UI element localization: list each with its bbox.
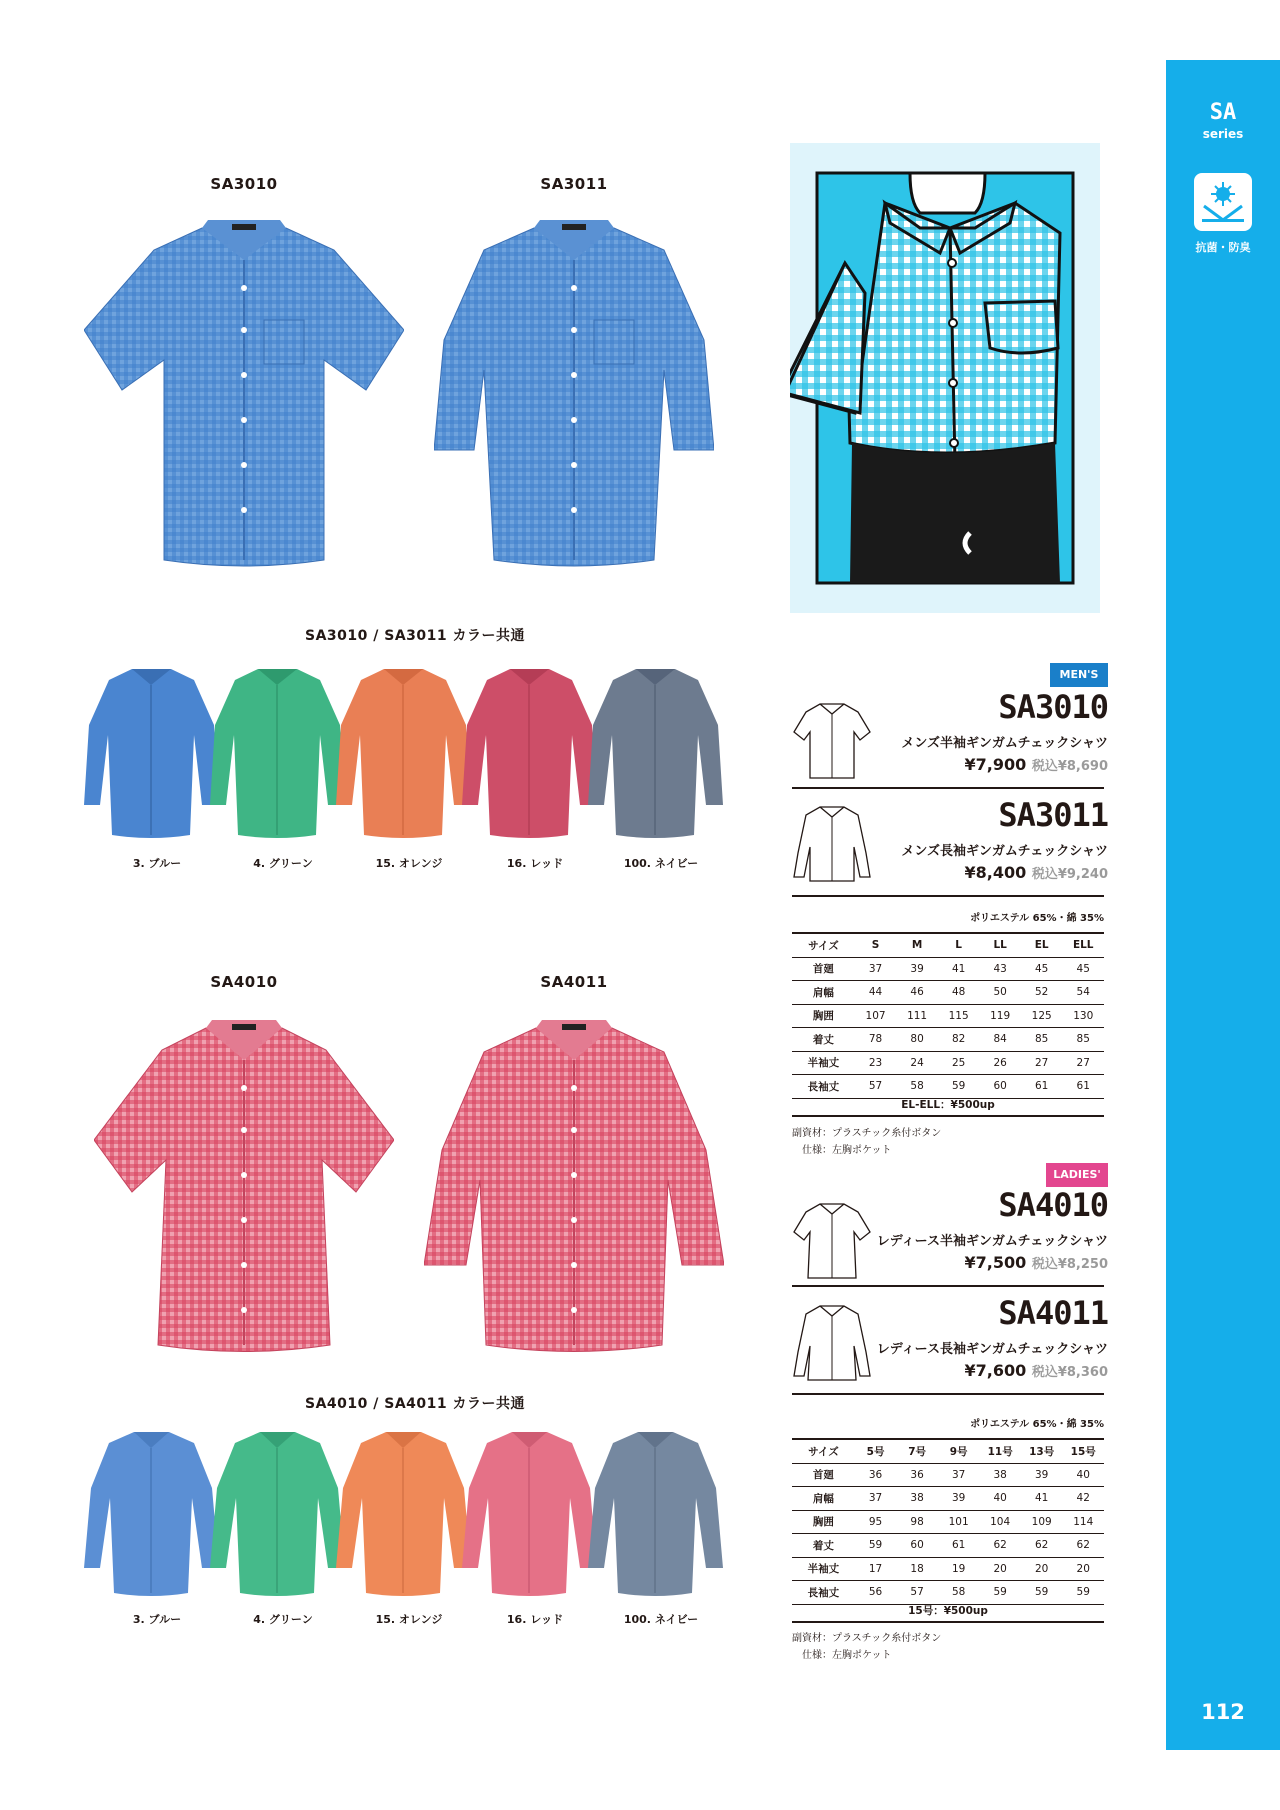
table-row <box>792 1004 1104 1028</box>
size-cell: 40 <box>979 1487 1021 1511</box>
size-cell: 肩幅 <box>792 981 855 1005</box>
divider <box>792 1393 1104 1395</box>
size-table-header <box>792 933 1104 957</box>
size-cell: 肩幅 <box>792 1487 855 1511</box>
photo-label-sa4010: SA4010 <box>210 973 278 991</box>
price-value: ¥7,900 <box>964 755 1027 774</box>
divider <box>792 895 1104 897</box>
table-row <box>792 1028 1104 1052</box>
size-cell: 42 <box>1062 1487 1104 1511</box>
mens-color-name: 4. グリーン <box>253 857 313 870</box>
size-cell: 20 <box>1062 1557 1104 1581</box>
size-cell: 62 <box>1021 1534 1063 1558</box>
size-cell: 43 <box>979 957 1021 981</box>
size-cell: 98 <box>896 1510 938 1534</box>
size-cell: 38 <box>979 1463 1021 1487</box>
size-cell: 54 <box>1062 981 1104 1005</box>
ladies-colors-title: SA4010 / SA4011 カラー共通 <box>305 1396 526 1412</box>
mens-color-variants <box>84 665 744 875</box>
size-cell: 60 <box>979 1075 1021 1099</box>
size-cell: 長袖丈 <box>792 1075 855 1099</box>
table-row <box>792 1487 1104 1511</box>
mens-swatch-blue <box>84 665 219 840</box>
size-header-cell: S <box>855 933 897 957</box>
size-cell: 60 <box>896 1534 938 1558</box>
divider <box>792 1285 1104 1287</box>
ladies-swatch-red <box>462 1428 597 1598</box>
size-cell: 111 <box>896 1004 938 1028</box>
size-header-cell: 13号 <box>1021 1439 1063 1463</box>
size-cell: 101 <box>938 1510 980 1534</box>
ladies-color-name: 15. オレンジ <box>375 1613 443 1626</box>
size-cell: 59 <box>1021 1581 1063 1605</box>
size-cell: 36 <box>855 1463 897 1487</box>
ladies-color-name: 16. レッド <box>506 1613 564 1626</box>
size-cell: 50 <box>979 981 1021 1005</box>
sa3011-photo <box>434 220 714 570</box>
price-tax-included: 税込¥9,240 <box>1031 867 1108 882</box>
size-header-cell: 15号 <box>1062 1439 1104 1463</box>
mens-color-name: 3. ブルー <box>132 857 182 870</box>
size-cell: 40 <box>1062 1463 1104 1487</box>
size-cell: 61 <box>938 1534 980 1558</box>
price-tax-included: 税込¥8,360 <box>1031 1365 1108 1380</box>
size-cell: 27 <box>1062 1051 1104 1075</box>
product-name-sa3010: メンズ半袖ギンガムチェックシャツ <box>901 736 1108 751</box>
size-cell: 23 <box>855 1051 897 1075</box>
product-name-sa3011: メンズ長袖ギンガムチェックシャツ <box>901 844 1108 859</box>
size-cell: 18 <box>896 1557 938 1581</box>
table-row <box>792 981 1104 1005</box>
table-row <box>792 1463 1104 1487</box>
size-cell: 19 <box>938 1557 980 1581</box>
size-cell: 着丈 <box>792 1534 855 1558</box>
price-value: ¥7,600 <box>964 1361 1027 1380</box>
size-cell: 17 <box>855 1557 897 1581</box>
function-label: 抗菌・防臭 <box>1195 241 1251 254</box>
mens-swatch-orange <box>336 665 471 840</box>
size-cell: 59 <box>1062 1581 1104 1605</box>
product-code-sa4010: SA4010 <box>998 1186 1108 1224</box>
sa4011-photo <box>424 1020 724 1355</box>
photo-label-sa3010: SA3010 <box>210 175 278 193</box>
size-cell: 58 <box>938 1581 980 1605</box>
ladies-color-name: 4. グリーン <box>253 1613 313 1626</box>
size-cell: 125 <box>1021 1004 1063 1028</box>
divider <box>792 787 1104 789</box>
size-cell: 41 <box>938 957 980 981</box>
size-header-cell: 9号 <box>938 1439 980 1463</box>
ladies-swatch-navy <box>588 1428 723 1598</box>
size-header-cell: ELL <box>1062 933 1104 957</box>
mens-swatch-navy <box>588 665 723 840</box>
size-cell: 59 <box>938 1075 980 1099</box>
ladies-material: ポリエステル 65%・綿 35% <box>970 1419 1104 1430</box>
size-header-cell: 7号 <box>896 1439 938 1463</box>
sa4010-photo <box>94 1020 394 1355</box>
spec-line: 仕様：左胸ポケット <box>802 1650 892 1661</box>
product-code-sa4011: SA4011 <box>998 1294 1108 1332</box>
sa3010-photo <box>84 220 404 570</box>
size-cell: 109 <box>1021 1510 1063 1534</box>
size-cell: 20 <box>979 1557 1021 1581</box>
table-row <box>792 1581 1104 1605</box>
product-name-sa4010: レディース半袖ギンガムチェックシャツ <box>876 1234 1108 1249</box>
product-code-sa3011: SA3011 <box>998 796 1108 834</box>
size-cell: 84 <box>979 1028 1021 1052</box>
size-cell: 58 <box>896 1075 938 1099</box>
photo-label-sa4011: SA4011 <box>540 973 608 991</box>
mens-size-note: EL-ELL：¥500up <box>901 1099 995 1111</box>
size-cell: 36 <box>896 1463 938 1487</box>
size-cell: 62 <box>1062 1534 1104 1558</box>
size-cell: 57 <box>855 1075 897 1099</box>
table-row <box>792 957 1104 981</box>
size-cell: 52 <box>1021 981 1063 1005</box>
size-cell: 82 <box>938 1028 980 1052</box>
size-cell: 20 <box>1021 1557 1063 1581</box>
series-subtitle: series <box>1202 127 1244 141</box>
shirt-illustration <box>790 143 1100 613</box>
spec-line: 副資材：プラスチック糸付ボタン <box>792 1128 942 1139</box>
size-cell: 首廻 <box>792 1463 855 1487</box>
size-cell: 45 <box>1062 957 1104 981</box>
size-cell: 85 <box>1021 1028 1063 1052</box>
size-cell: 26 <box>979 1051 1021 1075</box>
size-header-cell: L <box>938 933 980 957</box>
size-cell: 25 <box>938 1051 980 1075</box>
size-cell: 半袖丈 <box>792 1051 855 1075</box>
size-header-cell: 11号 <box>979 1439 1021 1463</box>
size-cell: 長袖丈 <box>792 1581 855 1605</box>
ladies-size-table <box>792 1438 1104 1605</box>
page-number: 112 <box>1201 1700 1245 1724</box>
mens-spec <box>792 1125 941 1159</box>
price-sa4010 <box>778 1253 1108 1272</box>
size-cell: 80 <box>896 1028 938 1052</box>
mens-swatch-red <box>462 665 597 840</box>
size-cell: 胸囲 <box>792 1510 855 1534</box>
size-cell: 45 <box>1021 957 1063 981</box>
product-name-sa4011: レディース長袖ギンガムチェックシャツ <box>876 1342 1108 1357</box>
mens-color-name: 15. オレンジ <box>375 857 443 870</box>
size-cell: 37 <box>855 1487 897 1511</box>
size-cell: 114 <box>1062 1510 1104 1534</box>
size-cell: 78 <box>855 1028 897 1052</box>
size-cell: 37 <box>938 1463 980 1487</box>
ladies-swatch-blue <box>84 1428 219 1598</box>
size-table-header <box>792 1439 1104 1463</box>
mens-swatch-green <box>210 665 345 840</box>
ladies-color-variants <box>84 1428 744 1633</box>
size-cell: 首廻 <box>792 957 855 981</box>
size-cell: 62 <box>979 1534 1021 1558</box>
price-sa3010 <box>778 755 1108 774</box>
size-cell: 着丈 <box>792 1028 855 1052</box>
size-cell: 39 <box>938 1487 980 1511</box>
price-tax-included: 税込¥8,250 <box>1031 1257 1108 1272</box>
size-cell: 41 <box>1021 1487 1063 1511</box>
ladies-color-name: 3. ブルー <box>132 1613 182 1626</box>
spec-line: 仕様：左胸ポケット <box>802 1145 892 1156</box>
product-code-sa3010: SA3010 <box>998 688 1108 726</box>
series-title: SA <box>1209 100 1237 125</box>
size-cell: 胸囲 <box>792 1004 855 1028</box>
mens-size-table <box>792 932 1104 1099</box>
ladies-badge: LADIES' <box>1046 1163 1108 1187</box>
size-cell: 59 <box>855 1534 897 1558</box>
photo-label-sa3011: SA3011 <box>540 175 608 193</box>
size-cell: 48 <box>938 981 980 1005</box>
ladies-swatch-orange <box>336 1428 471 1598</box>
table-row <box>792 1075 1104 1099</box>
size-cell: 107 <box>855 1004 897 1028</box>
mens-material: ポリエステル 65%・綿 35% <box>970 913 1104 924</box>
table-row <box>792 1557 1104 1581</box>
table-row <box>792 1510 1104 1534</box>
size-cell: 61 <box>1021 1075 1063 1099</box>
size-cell: 85 <box>1062 1028 1104 1052</box>
price-sa4011 <box>778 1361 1108 1380</box>
size-cell: 39 <box>896 957 938 981</box>
ladies-spec <box>792 1630 941 1664</box>
size-header-cell: サイズ <box>792 933 855 957</box>
divider <box>792 1115 1104 1117</box>
size-cell: 44 <box>855 981 897 1005</box>
size-header-cell: LL <box>979 933 1021 957</box>
mens-color-name: 100. ネイビー <box>623 857 699 870</box>
size-cell: 56 <box>855 1581 897 1605</box>
size-cell: 39 <box>1021 1463 1063 1487</box>
price-value: ¥8,400 <box>964 863 1027 882</box>
size-header-cell: サイズ <box>792 1439 855 1463</box>
antibacterial-deodorant-icon <box>1194 173 1252 231</box>
table-row <box>792 1534 1104 1558</box>
size-header-cell: M <box>896 933 938 957</box>
mens-colors-title: SA3010 / SA3011 カラー共通 <box>305 628 526 644</box>
size-cell: 46 <box>896 981 938 1005</box>
series-sidebar <box>1166 60 1280 1750</box>
ladies-swatch-green <box>210 1428 345 1598</box>
ladies-color-name: 100. ネイビー <box>623 1613 699 1626</box>
size-cell: 119 <box>979 1004 1021 1028</box>
mens-color-name: 16. レッド <box>506 857 564 870</box>
size-header-cell: 5号 <box>855 1439 897 1463</box>
size-header-cell: EL <box>1021 933 1063 957</box>
size-cell: 95 <box>855 1510 897 1534</box>
size-cell: 38 <box>896 1487 938 1511</box>
price-sa3011 <box>778 863 1108 882</box>
size-cell: 57 <box>896 1581 938 1605</box>
price-tax-included: 税込¥8,690 <box>1031 759 1108 774</box>
ladies-size-note: 15号：¥500up <box>908 1605 988 1617</box>
size-cell: 130 <box>1062 1004 1104 1028</box>
divider <box>792 1621 1104 1623</box>
table-row <box>792 1051 1104 1075</box>
price-value: ¥7,500 <box>964 1253 1027 1272</box>
mens-badge: MEN'S <box>1050 663 1108 687</box>
size-cell: 37 <box>855 957 897 981</box>
size-cell: 104 <box>979 1510 1021 1534</box>
size-cell: 27 <box>1021 1051 1063 1075</box>
size-cell: 59 <box>979 1581 1021 1605</box>
spec-line: 副資材：プラスチック糸付ボタン <box>792 1633 942 1644</box>
size-cell: 115 <box>938 1004 980 1028</box>
size-cell: 61 <box>1062 1075 1104 1099</box>
size-cell: 半袖丈 <box>792 1557 855 1581</box>
size-cell: 24 <box>896 1051 938 1075</box>
